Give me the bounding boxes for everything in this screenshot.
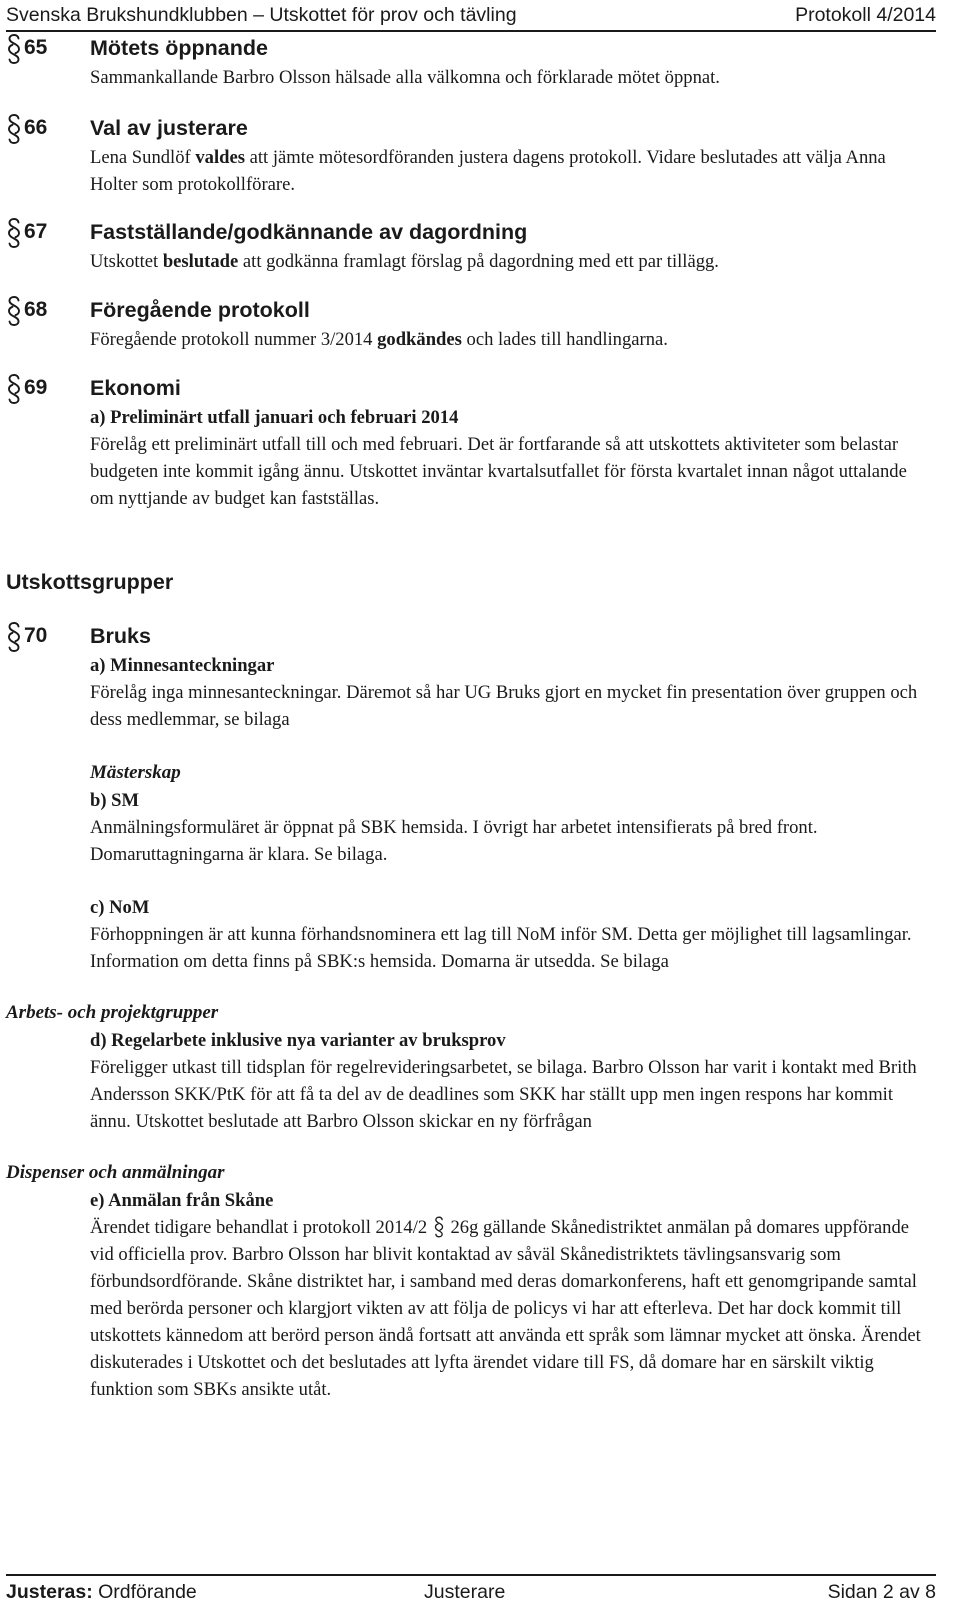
- section-67: [0, 216, 960, 272]
- header-protocol-number: Protokoll 4/2014: [795, 4, 936, 26]
- section-body: [90, 248, 960, 275]
- subsection-title: d) Regelarbete inklusive nya varianter av bruksprov: [90, 1030, 506, 1051]
- page-header: [6, 2, 936, 32]
- body-text: att jämte mötesordföranden justera dagens protokoll. Vidare beslutades att välja Anna Holter som protokollförare.: [90, 147, 886, 195]
- section-body: Förhoppningen är att kunna förhandsnominera ett lag till NoM inför SM. Detta ger möjlighet till lagsamlingar. Information om detta finns på SBK:s hemsida. Domarna är utsedda. Se bilaga: [90, 924, 912, 972]
- section-sign-icon: [4, 217, 24, 249]
- section-title: Föregående protokoll: [90, 298, 310, 322]
- footer-justerare: Justerare: [424, 1581, 506, 1603]
- section-body: Föreligger utkast till tidsplan för regelrevideringsarbetet, se bilaga. Barbro Olsson har varit i kontakt med Brith Andersson SKK/PtK för att få ta del av de deadlines som SKK har ställt upp men ingen respons har kommit ännu. Utskottet beslutade att Barbro Olsson skickar en ny förfrågan: [90, 1057, 917, 1132]
- decision-word: beslutade: [162, 251, 239, 272]
- section-body: Förelåg ett preliminärt utfall till och med februari. Det är fortfarande så att utskottets aktiviteter som belastar budgeten inte kommit igång ännu. Utskottet inväntar kvartalsutfallet för första kvartalet innan något uttalande om nyttjande av budget kan fastställas.: [90, 434, 907, 509]
- subsection-title: a) Minnesanteckningar: [90, 655, 275, 676]
- subsection-title: e) Anmälan från Skåne: [90, 1190, 274, 1211]
- group-heading: Utskottsgrupper: [6, 570, 174, 594]
- subsection-e: [0, 1187, 960, 1403]
- footer-chair: Ordförande: [92, 1581, 197, 1603]
- decision-word: godkändes: [377, 329, 462, 350]
- page-footer: [6, 1574, 936, 1606]
- section-sign-icon: [4, 621, 24, 653]
- body-text: Utskottet: [90, 251, 163, 272]
- footer-signature: [6, 1578, 197, 1606]
- body-text: Föregående protokoll nummer 3/2014: [90, 329, 378, 350]
- subsection-title: c) NoM: [90, 897, 150, 918]
- body-text: och lades till handlingarna.: [461, 329, 668, 350]
- subsection-d: [0, 1027, 960, 1135]
- decision-word: valdes: [195, 147, 245, 168]
- section-sign-icon: [4, 33, 24, 65]
- body-text: Ärendet tidigare behandlat i protokoll 2014/2: [90, 1217, 432, 1238]
- subsection-title: a) Preliminärt utfall januari och februari 2014: [90, 407, 459, 428]
- section-number: 68: [24, 298, 48, 321]
- section-sign-icon: [432, 1215, 446, 1239]
- body-text: 26g gällande Skånedistriktet anmälan på domares uppförande vid officiella prov. Barbro Olsson har blivit kontaktad av såväl Skånedistriktets tävlingsansvarig som förbundsordförande. Skåne distriktet har, i samband med deras domarkonferens, haft ett genomgripande samtal med berörda personer och klargjort vikten av att följa de policys vi har att efterleva. Det har dock kommit till utskottets kännedom att berörd person ändå fortsatt att använda ett språk som lämnar mycket att önska. Ärendet diskuterades i Utskottet och det beslutades att lyfta ärendet vidare till FS, då domare har en särskilt viktig funktion som SBKs ansikte utåt.: [90, 1217, 921, 1400]
- section-title: Mötets öppnande: [90, 36, 268, 60]
- document-body: [0, 32, 960, 1403]
- section-body: Anmälningsformuläret är öppnat på SBK hemsida. I övrigt har arbetet intensifierats på bred front. Domaruttagningarna är klara. Se bilaga.: [90, 817, 818, 865]
- body-text: att godkänna framlagt förslag på dagordning med ett par tillägg.: [238, 251, 719, 272]
- section-body: Sammankallande Barbro Olsson hälsade alla välkomna och förklarade mötet öppnat.: [90, 67, 720, 88]
- subsection-title: b) SM: [90, 790, 140, 811]
- section-body: [90, 144, 960, 198]
- section-body: [90, 1214, 930, 1403]
- section-number: 67: [24, 220, 48, 243]
- body-text: Lena Sundlöf: [90, 147, 196, 168]
- footer-label: Justeras:: [6, 1581, 93, 1603]
- section-number: 69: [24, 376, 48, 399]
- section-66: [0, 112, 960, 222]
- section-sign-icon: [4, 373, 24, 405]
- page-number: Sidan 2 av 8: [827, 1581, 936, 1603]
- section-70: [0, 620, 960, 975]
- section-title: Ekonomi: [90, 376, 181, 400]
- section-65: [0, 32, 960, 88]
- group-heading-italic: Dispenser och anmälningar: [6, 1162, 225, 1183]
- section-number: 66: [24, 116, 48, 139]
- section-title: Bruks: [90, 624, 151, 648]
- section-number: 70: [24, 624, 48, 647]
- subheading-masterskap: Mästerskap: [90, 762, 181, 783]
- section-title: Fastställande/godkännande av dagordning: [90, 220, 528, 244]
- section-body: [90, 326, 960, 353]
- header-organization: Svenska Brukshundklubben – Utskottet för prov och tävling: [6, 4, 517, 26]
- section-sign-icon: [4, 113, 24, 145]
- section-sign-icon: [4, 295, 24, 327]
- group-heading-italic: Arbets- och projektgrupper: [6, 1002, 219, 1023]
- section-number: 65: [24, 36, 48, 59]
- section-68: [0, 294, 960, 350]
- section-title: Val av justerare: [90, 116, 248, 140]
- section-body: Förelåg inga minnesanteckningar. Däremot så har UG Bruks gjort en mycket fin presentation över gruppen och dess medlemmar, se bilaga: [90, 682, 918, 730]
- section-69: [0, 372, 960, 540]
